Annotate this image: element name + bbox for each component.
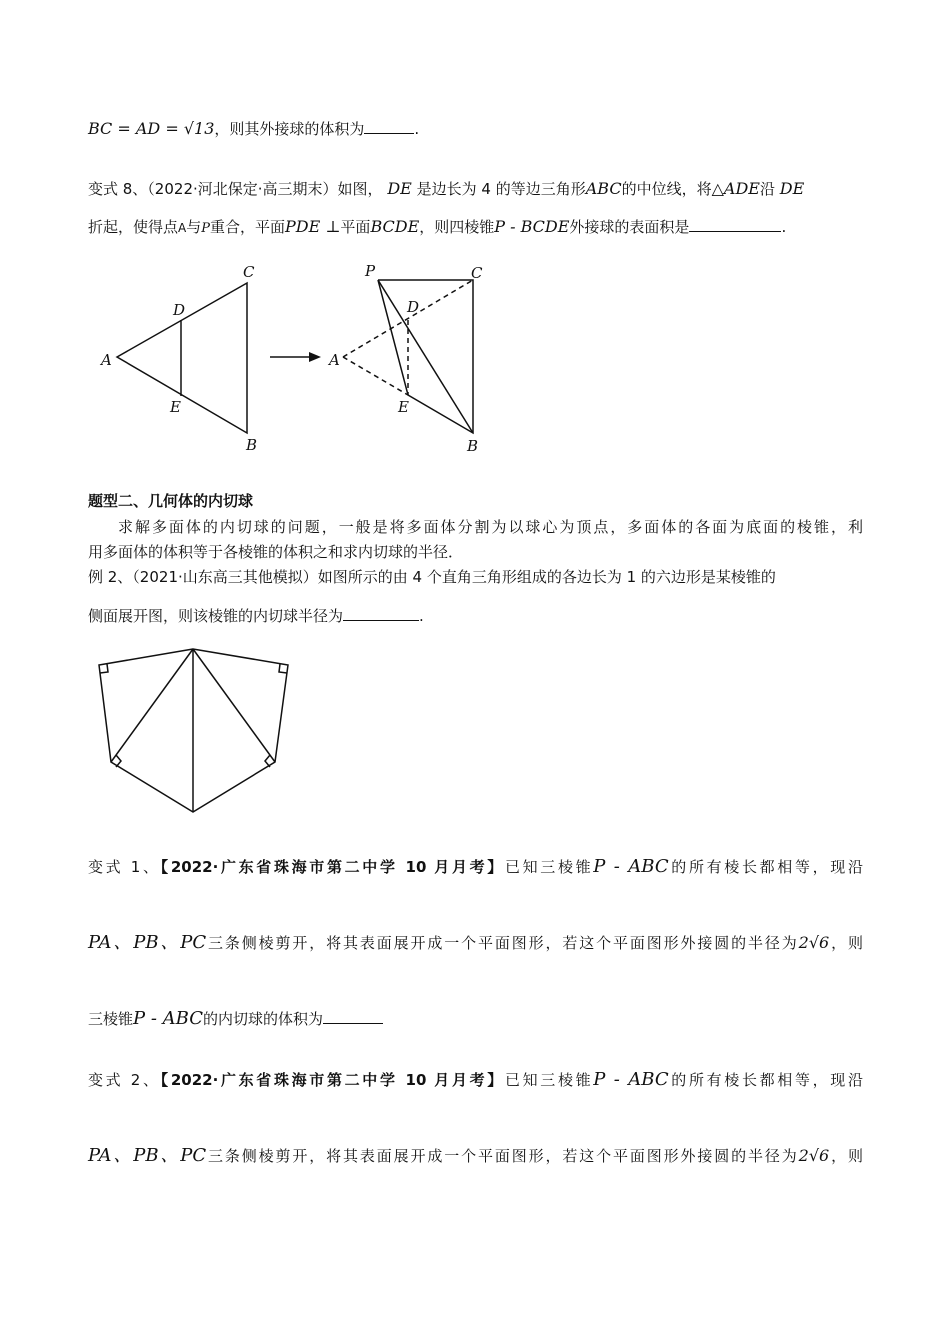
math-p-abc: P - ABC [133, 1008, 203, 1029]
example2-line-2 [88, 605, 424, 627]
text: 三棱锥 [88, 1010, 134, 1028]
edge-pb [378, 280, 473, 433]
variant2-prefix: 变式 2、 [88, 1071, 161, 1089]
bianshi8-line-1 [88, 178, 804, 200]
text: 的内切球的体积为 [203, 1010, 324, 1028]
text: ，则 [829, 1147, 863, 1165]
bianshi8-line-2 [88, 216, 786, 240]
text: 已知三棱锥 [504, 858, 594, 876]
math-pde-perp: PDE ⊥ [285, 217, 341, 236]
dashed-ae [343, 357, 408, 395]
bianshi8-prefix: 变式 8、（2022·河北保定·高三期末）如图， [88, 180, 383, 198]
math-p-bcde: P - BCDE [494, 217, 570, 236]
label-a: A [101, 351, 112, 369]
math-edges: PA、PB、PC [88, 1145, 207, 1166]
label-b: B [246, 436, 258, 454]
text: 是边长为 4 的等边三角形 [416, 180, 586, 198]
variant1-line-1 [88, 856, 863, 878]
variant1-line-3 [88, 1008, 383, 1030]
math-radius: 2√6 [798, 933, 830, 952]
label-p: P [365, 262, 376, 280]
math-de: DE [387, 179, 412, 198]
text: 三条侧棱剪开，将其表面展开成一个平面图形，若这个平面图形外接圆的半径为 [206, 934, 799, 952]
label-d: D [407, 298, 420, 316]
text: 侧面展开图，则该棱锥的内切球半径为 [88, 607, 344, 625]
period: . [781, 218, 787, 236]
math-p-abc: P - ABC [593, 1069, 669, 1090]
label-c: C [243, 263, 255, 281]
net-edge [111, 649, 193, 762]
point-p: P [201, 221, 210, 236]
variant1-source: 【2022·广东省珠海市第二中学 10 月月考】 [160, 858, 505, 876]
answer-blank [689, 217, 781, 232]
label-e: E [170, 398, 181, 416]
section-para-2: 用多面体的体积等于各棱锥的体积之和求内切球的半径． [88, 543, 464, 561]
point-a: A [178, 221, 187, 235]
answer-blank [323, 1009, 383, 1024]
math-p-abc: P - ABC [593, 856, 669, 877]
arrow-head [309, 352, 321, 362]
right-angle-mark [265, 755, 270, 767]
label-d: D [173, 301, 186, 319]
text: 沿 [759, 180, 775, 198]
hexagon-net-figure [95, 645, 295, 815]
answer-blank [364, 119, 414, 134]
label-e: E [398, 398, 409, 416]
folding-figure [95, 260, 495, 460]
text: ，则 [829, 934, 863, 952]
dashed-ac [343, 280, 473, 357]
problem-line-1 [88, 118, 419, 140]
math-bc-ad: BC = AD = √13 [88, 119, 215, 138]
text: 的中位线，将 [621, 180, 712, 198]
text: 的所有棱长都相等，现沿 [668, 858, 863, 876]
text: 与 [186, 218, 202, 236]
text: 的所有棱长都相等，现沿 [668, 1071, 863, 1089]
net-edge [193, 649, 275, 762]
section-title: 题型二、几何体的内切球 [88, 492, 254, 510]
label-b: B [467, 437, 479, 455]
section-para-1: 求解多面体的内切球的问题，一般是将多面体分割为以球心为顶点，多面体的各面为底面的棱锥，利 [118, 518, 863, 536]
right-angle-mark [116, 755, 121, 767]
variant1-line-2 [88, 932, 863, 954]
text: ，则其外接球的体积为 [214, 120, 365, 138]
period: . [419, 607, 424, 625]
label-a: A [329, 351, 340, 369]
math-bcde: BCDE [370, 217, 420, 236]
label-c: C [471, 264, 483, 282]
text: 已知三棱锥 [504, 1071, 594, 1089]
text: 外接球的表面积是 [569, 218, 690, 236]
text: 三条侧棱剪开，将其表面展开成一个平面图形，若这个平面图形外接圆的半径为 [206, 1147, 799, 1165]
period: . [414, 120, 420, 138]
variant2-line-2 [88, 1145, 863, 1167]
example2-line-1: 例 2、（2021·山东高三其他模拟）如图所示的由 4 个直角三角形组成的各边长为 1 的六边形是某棱锥的 [88, 568, 776, 586]
variant2-source: 【2022·广东省珠海市第二中学 10 月月考】 [160, 1071, 505, 1089]
math-abc: ABC [585, 179, 622, 198]
text: 折起，使得点 [88, 218, 179, 236]
variant1-prefix: 变式 1、 [88, 858, 161, 876]
math-de: DE [779, 179, 805, 198]
math-triangle-ade: △ADE [711, 179, 760, 198]
math-edges: PA、PB、PC [88, 932, 207, 953]
text: ，则四棱锥 [419, 218, 495, 236]
math-radius: 2√6 [798, 1146, 830, 1165]
answer-blank [343, 606, 419, 621]
text: 重合，平面 [210, 218, 286, 236]
variant2-line-1 [88, 1069, 863, 1091]
text: 平面 [340, 218, 371, 236]
